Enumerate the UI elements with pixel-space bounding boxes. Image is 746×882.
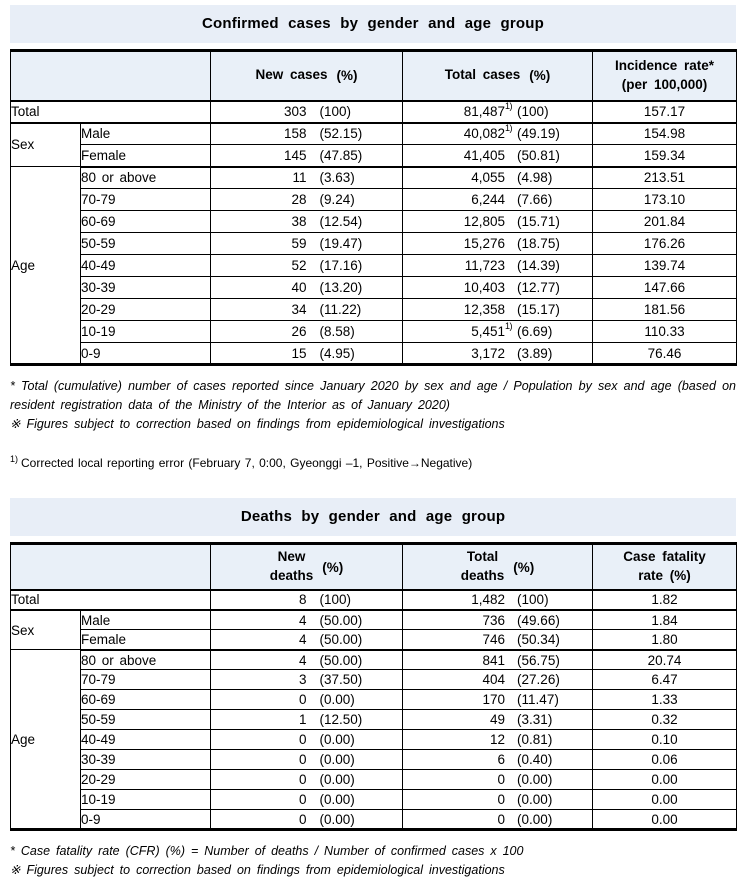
table-row [11, 255, 737, 277]
new-value-cell-percent: (19.47) [319, 236, 363, 251]
total-value-cell-value: 41,405 [463, 147, 506, 163]
deaths-footnotes [10, 842, 736, 880]
total-value-cell [403, 710, 593, 730]
table-row [11, 211, 737, 233]
rate-cell: 213.51 [593, 167, 737, 189]
new-value-cell-percent: (12.50) [319, 712, 363, 728]
total-value-cell [403, 233, 593, 255]
total-value-cell-value: 746 [482, 632, 506, 647]
total-value-cell-percent: (15.17) [517, 302, 560, 317]
header-new-column [211, 51, 403, 101]
header-rate-column-label [615, 57, 714, 95]
header-total-column-pct-label: (%) [513, 559, 535, 575]
row-sub-label: 50-59 [81, 710, 211, 730]
header-total-column [403, 544, 593, 590]
table-row [11, 670, 737, 690]
rate-cell: 181.56 [593, 299, 737, 321]
total-value-cell [403, 255, 593, 277]
rate-cell: 173.10 [593, 189, 737, 211]
new-value-cell [211, 730, 403, 750]
footnote [10, 842, 736, 861]
table-row [11, 770, 737, 790]
total-value-cell [403, 123, 593, 145]
row-sub-label: Female [81, 630, 211, 650]
table-row [11, 610, 737, 630]
row-sub-label: 70-79 [81, 670, 211, 690]
row-sub-label: Male [81, 123, 211, 145]
new-value-cell-percent: (12.54) [319, 214, 363, 229]
header-new-column-label [255, 66, 327, 85]
total-value-cell-percent: (15.71) [517, 214, 560, 229]
new-value-cell-percent: (11.22) [319, 302, 362, 317]
header-total-column-label [461, 548, 505, 586]
row-group-label-sex: Sex [11, 610, 81, 650]
rate-cell: 1.84 [593, 610, 737, 630]
new-value-cell-percent: (47.85) [319, 147, 363, 163]
total-value-cell-value: 170 [482, 692, 506, 708]
total-value-cell-value: 6 [497, 752, 506, 768]
new-value-cell-percent: (0.00) [319, 692, 355, 708]
table-body [11, 101, 737, 365]
row-label-total: Total [11, 101, 211, 123]
footnote-text: Corrected local reporting error (February 7, 0:00, Gyeonggi –1, Positive→Negative) [21, 456, 473, 471]
new-value-cell [211, 630, 403, 650]
new-value-cell-value: 15 [291, 345, 307, 361]
total-value-cell [403, 650, 593, 670]
new-value-cell [211, 123, 403, 145]
total-value-cell [403, 277, 593, 299]
header-rate-column-content [593, 548, 736, 586]
new-value-cell [211, 343, 403, 365]
new-value-cell-value: 28 [291, 192, 307, 207]
total-value-cell-percent: (6.69) [517, 324, 553, 339]
footnote-text: * Total (cumulative) number of cases reported since January 2020 by sex and age / Population by sex and age (based on resident registration data of the Ministry of the Interior as of January 2020) [10, 379, 736, 412]
new-value-cell [211, 650, 403, 670]
total-value-cell-value: 12,805 [463, 214, 506, 229]
confirmed-footnotes [10, 377, 736, 472]
header-new-column-pct-label: (%) [336, 68, 358, 84]
total-value-cell-value: 10,403 [463, 280, 506, 295]
total-value-cell-value: 11,723 [464, 258, 506, 273]
header-total-column-line: deaths [460, 568, 505, 583]
total-value-cell-value: 404 [482, 672, 506, 688]
total-value-cell [403, 321, 593, 343]
table-row [11, 189, 737, 211]
total-value-cell-percent: (3.89) [517, 345, 553, 361]
confirmed-table-title: Confirmed cases by gender and age group [10, 5, 736, 43]
footnote [10, 861, 736, 880]
header-rate-column-line: (per 100,000) [621, 76, 708, 92]
total-value-cell [403, 189, 593, 211]
total-value-cell-value: 81,487 1) [463, 101, 513, 119]
new-value-cell-value: 11 [292, 170, 307, 186]
row-sub-label: 10-19 [81, 321, 211, 343]
new-value-cell-percent: (3.63) [319, 170, 355, 186]
new-value-cell [211, 255, 403, 277]
row-sub-label: 0-9 [81, 343, 211, 365]
table-row [11, 123, 737, 145]
total-value-cell [403, 167, 593, 189]
table-header [11, 544, 737, 590]
row-sub-label: 50-59 [81, 233, 211, 255]
new-value-cell [211, 299, 403, 321]
table-row [11, 810, 737, 830]
footnote [10, 453, 736, 472]
total-value-cell-value: 0 [497, 792, 506, 808]
total-value-cell-percent: (50.81) [517, 147, 560, 163]
row-sub-label: 70-79 [81, 189, 211, 211]
total-value-cell-percent: (12.77) [517, 280, 560, 295]
rate-cell: 1.33 [593, 690, 737, 710]
new-value-cell-percent: (0.00) [319, 752, 355, 768]
total-value-cell-value: 0 [497, 772, 506, 788]
new-value-cell-value: 4 [298, 632, 307, 647]
header-rate-column [593, 51, 737, 101]
header-total-column-content [403, 66, 592, 85]
total-value-cell-value: 3,172 [471, 345, 506, 361]
total-value-cell [403, 790, 593, 810]
new-value-cell-percent: (0.00) [319, 772, 355, 788]
footnote [10, 415, 736, 434]
deaths-section [10, 498, 736, 880]
total-value-cell-value: 736 [482, 612, 506, 628]
footnote-marker: 1) [505, 123, 513, 134]
table-row [11, 650, 737, 670]
new-value-cell [211, 590, 403, 610]
total-value-cell-value: 841 [482, 652, 506, 668]
footnote-marker: 1) [505, 321, 513, 331]
rate-cell: 6.47 [593, 670, 737, 690]
total-value-cell [403, 101, 593, 123]
total-value-cell [403, 670, 593, 690]
header-rate-column-line: Incidence rate* [614, 57, 715, 73]
confirmed-cases-table [10, 49, 737, 366]
header-new-column [211, 544, 403, 590]
rate-cell: 147.66 [593, 277, 737, 299]
new-value-cell-percent: (9.24) [319, 192, 355, 207]
new-value-cell [211, 810, 403, 830]
table-row [11, 690, 737, 710]
new-value-cell-value: 4 [298, 612, 307, 628]
total-value-cell-percent: (7.66) [517, 192, 553, 207]
total-value-cell [403, 630, 593, 650]
table-row [11, 277, 737, 299]
total-value-cell [403, 145, 593, 167]
new-value-cell-value: 52 [291, 258, 307, 273]
new-value-cell-value: 4 [298, 652, 307, 668]
new-value-cell-value: 40 [291, 280, 307, 295]
new-value-cell [211, 710, 403, 730]
total-value-cell [403, 343, 593, 365]
new-value-cell-value: 0 [298, 692, 307, 708]
new-value-cell [211, 770, 403, 790]
total-value-cell-percent: (100) [517, 592, 549, 608]
rate-cell: 1.82 [593, 590, 737, 610]
total-value-cell-value: 15,276 [463, 236, 506, 251]
new-value-cell [211, 101, 403, 123]
header-total-column-line: Total cases [444, 67, 521, 83]
total-value-cell-percent: (3.31) [517, 712, 553, 728]
row-sub-label: 20-29 [81, 299, 211, 321]
rate-cell: 139.74 [593, 255, 737, 277]
new-value-cell-percent: (52.15) [319, 126, 363, 142]
total-value-cell-value: 5,451 1) [471, 321, 513, 339]
total-value-cell [403, 730, 593, 750]
total-value-cell-percent: (49.66) [517, 612, 560, 628]
deaths-table [10, 542, 737, 831]
row-group-label-sex: Sex [11, 123, 81, 167]
footnote-marker: 1) [505, 101, 513, 111]
rate-cell: 157.17 [593, 101, 737, 123]
total-value-cell [403, 610, 593, 630]
total-value-cell [403, 690, 593, 710]
new-value-cell-percent: (0.00) [319, 792, 355, 808]
header-total-column [403, 51, 593, 101]
new-value-cell-percent: (8.58) [319, 324, 355, 339]
header-corner-cell [11, 51, 211, 101]
row-sub-label: Female [81, 145, 211, 167]
new-value-cell [211, 167, 403, 189]
header-rate-column-line: rate (%) [638, 568, 691, 583]
new-value-cell-percent: (50.00) [319, 652, 363, 668]
total-value-cell-percent: (11.47) [517, 692, 559, 708]
header-rate-column [593, 544, 737, 590]
total-value-cell-value: 4,055 [471, 170, 506, 186]
rate-cell: 0.00 [593, 810, 737, 830]
table-row [11, 750, 737, 770]
new-value-cell [211, 670, 403, 690]
new-value-cell-percent: (100) [319, 104, 352, 119]
header-new-column-content [211, 66, 402, 85]
new-value-cell-value: 34 [291, 302, 307, 317]
row-sub-label: 10-19 [81, 790, 211, 810]
new-value-cell [211, 790, 403, 810]
confirmed-cases-section [10, 5, 736, 472]
header-new-column-line: New [277, 549, 306, 565]
header-new-column-line: New cases [255, 67, 328, 83]
header-total-column-line: Total [466, 549, 499, 565]
header-rate-column-line: Case fatality [623, 549, 706, 565]
row-sub-label: 40-49 [81, 255, 211, 277]
rate-cell: 1.80 [593, 630, 737, 650]
total-value-cell-percent: (0.40) [517, 752, 553, 768]
table-row [11, 101, 737, 123]
table-body [11, 590, 737, 830]
new-value-cell-value: 8 [298, 592, 307, 608]
footnote-sup-marker: 1) [10, 454, 19, 465]
total-value-cell-value: 0 [497, 811, 506, 827]
total-value-cell-value: 12,358 [463, 302, 506, 317]
total-value-cell-value: 40,082 1) [463, 123, 513, 142]
new-value-cell-value: 38 [291, 214, 307, 229]
new-value-cell-value: 3 [298, 672, 307, 688]
total-value-cell [403, 211, 593, 233]
total-value-cell-percent: (0.00) [517, 772, 553, 788]
rate-cell: 0.00 [593, 770, 737, 790]
new-value-cell-value: 59 [291, 236, 307, 251]
row-sub-label: 60-69 [81, 211, 211, 233]
row-label-total: Total [11, 590, 211, 610]
rate-cell: 0.00 [593, 790, 737, 810]
row-sub-label: 20-29 [81, 770, 211, 790]
new-value-cell [211, 233, 403, 255]
rate-cell: 201.84 [593, 211, 737, 233]
header-new-column-line: deaths [269, 568, 314, 583]
row-group-label-age: Age [11, 650, 81, 830]
total-value-cell-percent: (0.00) [517, 811, 553, 827]
total-value-cell-value: 6,244 [471, 192, 506, 207]
total-value-cell-percent: (14.39) [517, 258, 560, 273]
row-sub-label: 80 or above [81, 650, 211, 670]
total-value-cell-percent: (27.26) [517, 672, 560, 688]
row-sub-label: 30-39 [81, 277, 211, 299]
header-total-column-pct-label: (%) [529, 68, 551, 84]
header-new-column-content [211, 548, 402, 586]
rate-cell: 0.32 [593, 710, 737, 730]
total-value-cell-percent: (0.00) [517, 792, 553, 808]
total-value-cell-percent: (0.81) [517, 732, 553, 748]
total-value-cell-value: 49 [490, 712, 506, 728]
row-sub-label: 30-39 [81, 750, 211, 770]
rate-cell: 154.98 [593, 123, 737, 145]
total-value-cell [403, 590, 593, 610]
total-value-cell [403, 750, 593, 770]
header-total-column-label [445, 66, 521, 85]
total-value-cell [403, 299, 593, 321]
new-value-cell-value: 0 [298, 811, 307, 827]
header-new-column-pct-label: (%) [322, 559, 344, 575]
row-group-label-age: Age [11, 167, 81, 365]
new-value-cell-value: 0 [298, 752, 307, 768]
total-value-cell [403, 810, 593, 830]
rate-cell: 76.46 [593, 343, 737, 365]
table-row [11, 590, 737, 610]
total-value-cell-percent: (4.98) [517, 170, 553, 186]
new-value-cell-percent: (13.20) [319, 280, 363, 295]
total-value-cell-value: 12 [490, 732, 506, 748]
new-value-cell-value: 303 [283, 104, 307, 119]
total-value-cell-percent: (56.75) [517, 652, 560, 668]
new-value-cell [211, 750, 403, 770]
rate-cell: 176.26 [593, 233, 737, 255]
table-row [11, 233, 737, 255]
table-row [11, 630, 737, 650]
new-value-cell-value: 1 [298, 712, 307, 728]
footnote [10, 377, 736, 415]
new-value-cell [211, 277, 403, 299]
row-sub-label: 80 or above [81, 167, 211, 189]
table-row [11, 321, 737, 343]
total-value-cell [403, 770, 593, 790]
new-value-cell [211, 145, 403, 167]
rate-cell: 20.74 [593, 650, 737, 670]
new-value-cell-value: 0 [298, 792, 307, 808]
rate-cell: 110.33 [593, 321, 737, 343]
new-value-cell-percent: (50.00) [319, 632, 363, 647]
table-row [11, 167, 737, 189]
table-header [11, 51, 737, 101]
new-value-cell-percent: (17.16) [319, 258, 363, 273]
new-value-cell-percent: (0.00) [319, 732, 355, 748]
row-sub-label: Male [81, 610, 211, 630]
new-value-cell [211, 321, 403, 343]
rate-cell: 159.34 [593, 145, 737, 167]
new-value-cell-value: 158 [283, 126, 307, 142]
table-row [11, 343, 737, 365]
new-value-cell-percent: (4.95) [319, 345, 355, 361]
new-value-cell-value: 0 [298, 772, 307, 788]
new-value-cell [211, 690, 403, 710]
table-row [11, 710, 737, 730]
rate-cell: 0.10 [593, 730, 737, 750]
table-row [11, 730, 737, 750]
new-value-cell [211, 211, 403, 233]
table-row [11, 145, 737, 167]
header-new-column-label [270, 548, 314, 586]
table-row [11, 790, 737, 810]
rate-cell: 0.06 [593, 750, 737, 770]
new-value-cell-value: 145 [283, 147, 307, 163]
table-row [11, 299, 737, 321]
new-value-cell [211, 189, 403, 211]
row-sub-label: 40-49 [81, 730, 211, 750]
footnote-text: * Case fatality rate (CFR) (%) = Number of deaths / Number of confirmed cases x 100 [10, 844, 524, 859]
total-value-cell-percent: (50.34) [517, 632, 560, 647]
new-value-cell-value: 0 [298, 732, 307, 748]
header-rate-column-label [623, 548, 706, 586]
header-rate-column-content [593, 57, 736, 95]
total-value-cell-percent: (100) [517, 104, 549, 119]
deaths-table-title: Deaths by gender and age group [10, 498, 736, 536]
row-sub-label: 0-9 [81, 810, 211, 830]
footnote-text: ※ Figures subject to correction based on findings from epidemiological investigations [10, 416, 505, 431]
footnote-text: ※ Figures subject to correction based on findings from epidemiological investigations [10, 863, 505, 877]
row-sub-label: 60-69 [81, 690, 211, 710]
total-value-cell-percent: (49.19) [517, 126, 560, 142]
header-total-column-content [403, 548, 592, 586]
new-value-cell-percent: (37.50) [319, 672, 363, 688]
new-value-cell-value: 26 [291, 324, 307, 339]
new-value-cell-percent: (0.00) [319, 811, 355, 827]
total-value-cell-percent: (18.75) [517, 236, 560, 251]
total-value-cell-value: 1,482 [471, 592, 506, 608]
new-value-cell-percent: (100) [319, 592, 352, 608]
new-value-cell [211, 610, 403, 630]
header-corner-cell [11, 544, 211, 590]
new-value-cell-percent: (50.00) [319, 612, 363, 628]
